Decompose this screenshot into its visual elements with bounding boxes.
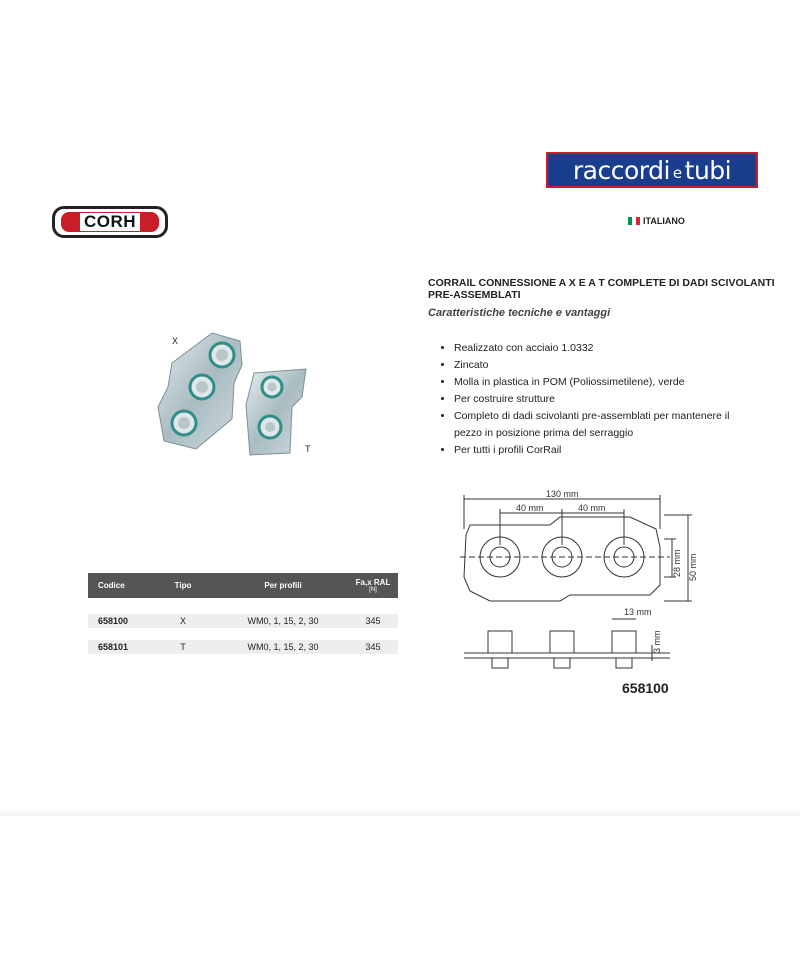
feature-item: • Per tutti i profili CorRail xyxy=(454,442,744,459)
table-row xyxy=(88,614,398,628)
cell-fax: 345 xyxy=(365,642,381,652)
cell-tipo: X xyxy=(179,616,186,626)
table-header xyxy=(88,573,398,598)
cell-profili: WM0, 1, 15, 2, 30 xyxy=(247,616,319,626)
cell-fax: 345 xyxy=(365,616,381,626)
cell-profili: WM0, 1, 15, 2, 30 xyxy=(247,642,319,652)
dim-total: 130 mm xyxy=(546,489,579,499)
corh-logo xyxy=(52,206,168,238)
feature-item: • Per costruire strutture xyxy=(454,391,744,408)
product-title: CORRAIL CONNESSIONE A X E A T COMPLETE DI DADI SCIVOLANTI PRE-ASSEMBLATI xyxy=(428,277,775,301)
dim-outer-height: 50 mm xyxy=(688,553,698,581)
dim-thickness: 3 mm xyxy=(652,630,662,653)
language-label: ITALIANO xyxy=(643,216,685,226)
technical-drawing xyxy=(460,485,700,700)
logo-word-tubi: tubi xyxy=(684,155,732,185)
photo-label-t: T xyxy=(305,444,311,454)
cell-codice: 658101 xyxy=(98,642,129,652)
drawing-code: 658100 xyxy=(622,680,669,696)
dim-nut: 13 mm xyxy=(624,607,652,617)
photo-label-x: X xyxy=(172,336,179,346)
header-per-profili: Per profili xyxy=(264,581,302,590)
features-list xyxy=(440,340,744,459)
feature-item: • Completo di dadi scivolanti pre-assemblati per mantenere il pezzo in posizione prima del serraggio xyxy=(454,408,744,442)
x-connector-image xyxy=(158,333,242,449)
cell-tipo: T xyxy=(180,642,186,652)
feature-item: • Zincato xyxy=(454,357,744,374)
dim-right: 40 mm xyxy=(578,503,606,513)
header-codice: Codice xyxy=(98,581,125,590)
spec-table xyxy=(88,573,398,654)
footer-band xyxy=(0,808,800,816)
header-unit: [N] xyxy=(369,587,377,593)
product-photo xyxy=(150,325,310,460)
header-fax-ral: Fa,x RAL [N] xyxy=(348,578,398,593)
raccordi-e-tubi-logo[interactable] xyxy=(546,152,758,188)
table-row xyxy=(88,640,398,654)
logo-word-raccordi: raccordi xyxy=(572,155,670,185)
dim-left: 40 mm xyxy=(516,503,544,513)
header-tipo: Tipo xyxy=(174,581,192,590)
feature-item: • Molla in plastica in POM (Poliossimetilene), verde xyxy=(454,374,744,391)
feature-item: • Realizzato con acciaio 1.0332 xyxy=(454,340,744,357)
italian-flag-icon xyxy=(628,217,640,225)
logo-word-e: e xyxy=(672,164,682,182)
language-selector[interactable] xyxy=(628,216,685,226)
t-connector-image xyxy=(246,369,306,455)
cell-codice: 658100 xyxy=(98,616,129,626)
dim-inner-height: 28 mm xyxy=(672,549,682,577)
corh-logo-text: CORH xyxy=(80,213,140,231)
features-subtitle: Caratteristiche tecniche e vantaggi xyxy=(428,307,611,319)
